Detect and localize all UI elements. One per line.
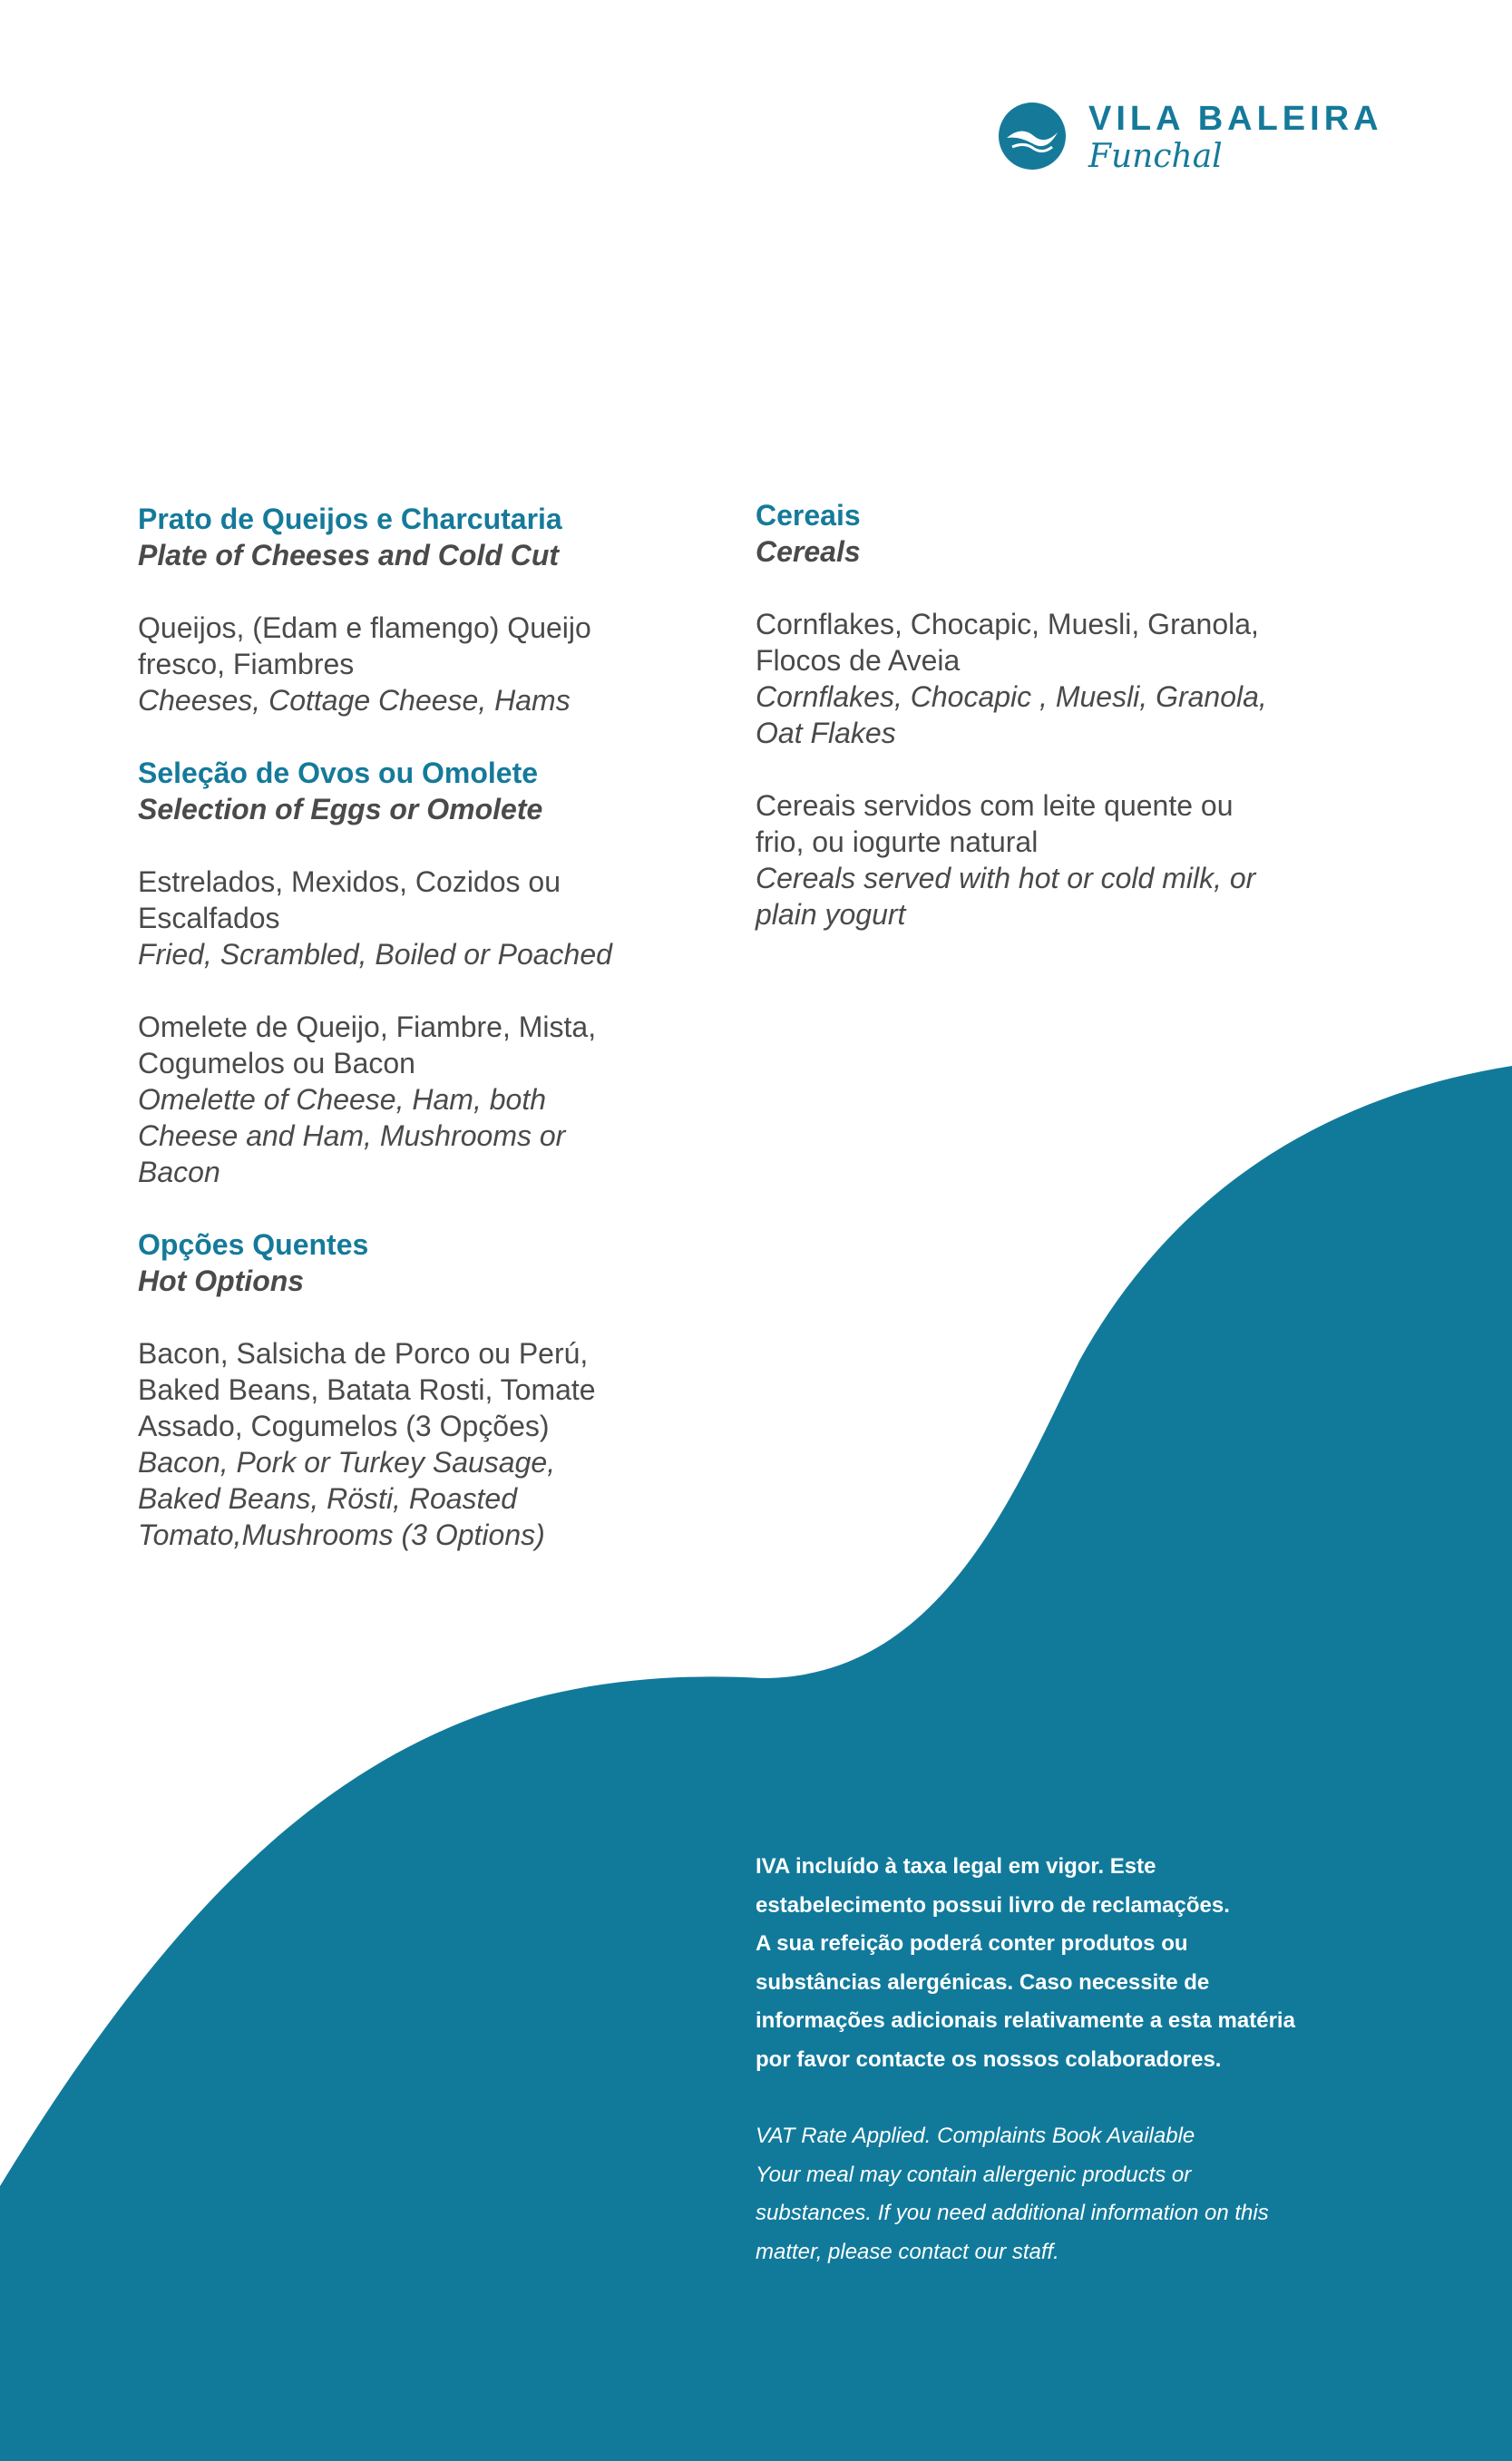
item-description-en: Cheeses, Cottage Cheese, Hams bbox=[138, 684, 571, 717]
wave-emblem-icon bbox=[998, 102, 1067, 171]
menu-item bbox=[138, 1335, 727, 1553]
footer-notice-en: VAT Rate Applied. Complaints Book Available Your meal may contain allergenic products or substances. If you need additional information on this matter, please contact our staff. bbox=[756, 2124, 1269, 2264]
section-cereals bbox=[756, 497, 1390, 933]
item-description-pt: Estrelados, Mexidos, Cozidos ou Escalfados bbox=[138, 865, 561, 934]
brand-name: VILA BALEIRA bbox=[1088, 100, 1383, 138]
menu-item bbox=[138, 864, 727, 972]
section-title-en: Selection of Eggs or Omolete bbox=[138, 793, 543, 825]
section-title-pt: Cereais bbox=[756, 499, 861, 532]
item-description-en: Cornflakes, Chocapic , Muesli, Granola, Oat Flakes bbox=[756, 680, 1267, 749]
left-column bbox=[138, 501, 727, 1589]
section-cheese-plate bbox=[138, 501, 727, 718]
item-description-pt: Bacon, Salsicha de Porco ou Perú, Baked Beans, Batata Rosti, Tomate Assado, Cogumelos (3 Opções) bbox=[138, 1337, 596, 1442]
item-description-pt: Cornflakes, Chocapic, Muesli, Granola, Flocos de Aveia bbox=[756, 608, 1259, 677]
footer-notice bbox=[756, 1848, 1409, 2271]
menu-item bbox=[756, 787, 1390, 933]
menu-item bbox=[138, 1009, 727, 1190]
item-description-pt: Cereais servidos com leite quente ou frio, ou iogurte natural bbox=[756, 789, 1234, 858]
item-description-en: Bacon, Pork or Turkey Sausage, Baked Beans, Rösti, Roasted Tomato,Mushrooms (3 Options) bbox=[138, 1446, 556, 1551]
right-column bbox=[756, 497, 1390, 969]
brand-logo bbox=[998, 98, 1383, 180]
footer-notice-pt: IVA incluído à taxa legal em vigor. Este estabelecimento possui livro de reclamações. A sua refeição poderá conter produtos ou substâncias alergénicas. Caso necessite de informações adicionais relativamente a esta matéria por favor contacte os nossos colaboradores. bbox=[756, 1854, 1295, 2072]
section-title-pt: Prato de Queijos e Charcutaria bbox=[138, 503, 562, 535]
item-description-pt: Omelete de Queijo, Fiambre, Mista, Cogumelos ou Bacon bbox=[138, 1011, 597, 1079]
menu-item bbox=[138, 610, 727, 718]
item-description-pt: Queijos, (Edam e flamengo) Queijo fresco, Fiambres bbox=[138, 611, 591, 680]
section-hot-options bbox=[138, 1226, 727, 1553]
section-title-en: Cereals bbox=[756, 535, 861, 568]
section-title-en: Hot Options bbox=[138, 1265, 305, 1297]
section-title-pt: Seleção de Ovos ou Omolete bbox=[138, 757, 539, 789]
section-title-pt: Opções Quentes bbox=[138, 1228, 369, 1261]
section-title-en: Plate of Cheeses and Cold Cut bbox=[138, 539, 560, 571]
brand-location: Funchal bbox=[1088, 138, 1223, 175]
item-description-en: Cereals served with hot or cold milk, or plain yogurt bbox=[756, 862, 1256, 931]
item-description-en: Omelette of Cheese, Ham, both Cheese and Ham, Mushrooms or Bacon bbox=[138, 1083, 566, 1188]
menu-item bbox=[756, 606, 1390, 751]
item-description-en: Fried, Scrambled, Boiled or Poached bbox=[138, 938, 612, 971]
section-eggs bbox=[138, 755, 727, 1190]
